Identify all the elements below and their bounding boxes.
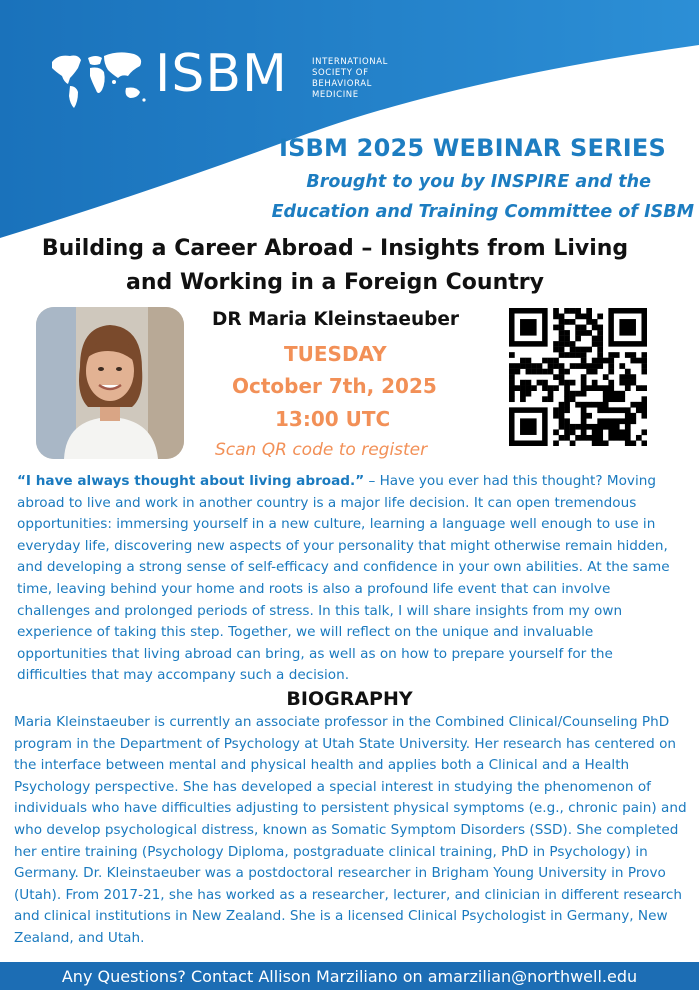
talk-title: Building a Career Abroad – Insights from Living and Working in a Foreign Country <box>41 236 629 295</box>
event-date: October 7th, 2025 <box>232 374 437 398</box>
event-time: 13:00 UTC <box>275 407 391 431</box>
org-name-line: MEDICINE <box>312 90 359 100</box>
world-map-icon <box>48 48 148 110</box>
brought-by-line-2: Education and Training Committee of ISBM <box>271 202 694 222</box>
event-day: TUESDAY <box>284 342 387 366</box>
abstract-text: – Have you ever had this thought? Moving abroad to live and work in another country is a major life decision. It can open tremendous opportunities: immersing yourself in a new culture, learning a language well enough to use in everyday life, discovering new aspects of your personality that might otherwise remain hidden, and developing a strong sense of self-efficacy and confidence in your own abilities. At the same time, leaving behind your home and roots is also a profound life event that can involve challenges and prolonged periods of stress. In this talk, I will share insights from my own experience of taking this step. Together, we will reflect on the unique and invaluable opportunities that living abroad can bring, as well as on how to prepare yourself for the difficulties that may accompany such a decision. <box>17 473 670 684</box>
org-name <box>312 57 422 101</box>
speaker-photo <box>36 307 184 459</box>
brand-name: ISBM <box>155 44 288 104</box>
speaker-portrait-illustration <box>36 307 184 459</box>
register-note: Scan QR code to register <box>215 440 428 460</box>
footer-bar <box>0 962 699 990</box>
series-title: ISBM 2025 WEBINAR SERIES <box>278 134 666 162</box>
biography-heading: BIOGRAPHY <box>286 688 413 710</box>
org-name-line: INTERNATIONAL <box>312 57 388 67</box>
speaker-name: DR Maria Kleinstaeuber <box>212 309 460 330</box>
org-name-line: SOCIETY OF <box>312 68 369 78</box>
contact-line[interactable]: Any Questions? Contact Allison Marziliano on amarzilian@northwell.edu <box>61 967 638 986</box>
qr-code-icon <box>509 308 647 446</box>
talk-abstract <box>17 471 687 687</box>
brought-by-line-1: Brought to you by INSPIRE and the <box>306 172 651 192</box>
registration-qr-code[interactable] <box>509 308 647 446</box>
org-name-line: BEHAVIORAL <box>312 79 372 89</box>
abstract-quote: “I have always thought about living abroad.” <box>17 473 365 489</box>
isbm-logo <box>48 44 408 118</box>
biography-text: Maria Kleinstaeuber is currently an associate professor in the Combined Clinical/Counseling PhD program in the Department of Psychology at Utah State University. Her research has centered on the interface between mental and physical health and applies both a Clinical and a Health Psychology perspective. She has developed a special interest in studying the phenomenon of individuals who have difficulties adjusting to persistent physical symptoms (e.g., chronic pain) and who develop psychological distress, known as Somatic Symptom Disorders (SSD). She completed her entire training (Psychology Diploma, postgraduate clinical training, PhD in Psychology) in Germany. Dr. Kleinstaeuber was a postdoctoral researcher in Brigham Young University in Provo (Utah). From 2017-21, she has worked as a researcher, lecturer, and clinician in different research and clinical institutions in New Zealand. She is a licensed Clinical Psychologist in Germany, New Zealand, and Utah. <box>14 714 687 946</box>
